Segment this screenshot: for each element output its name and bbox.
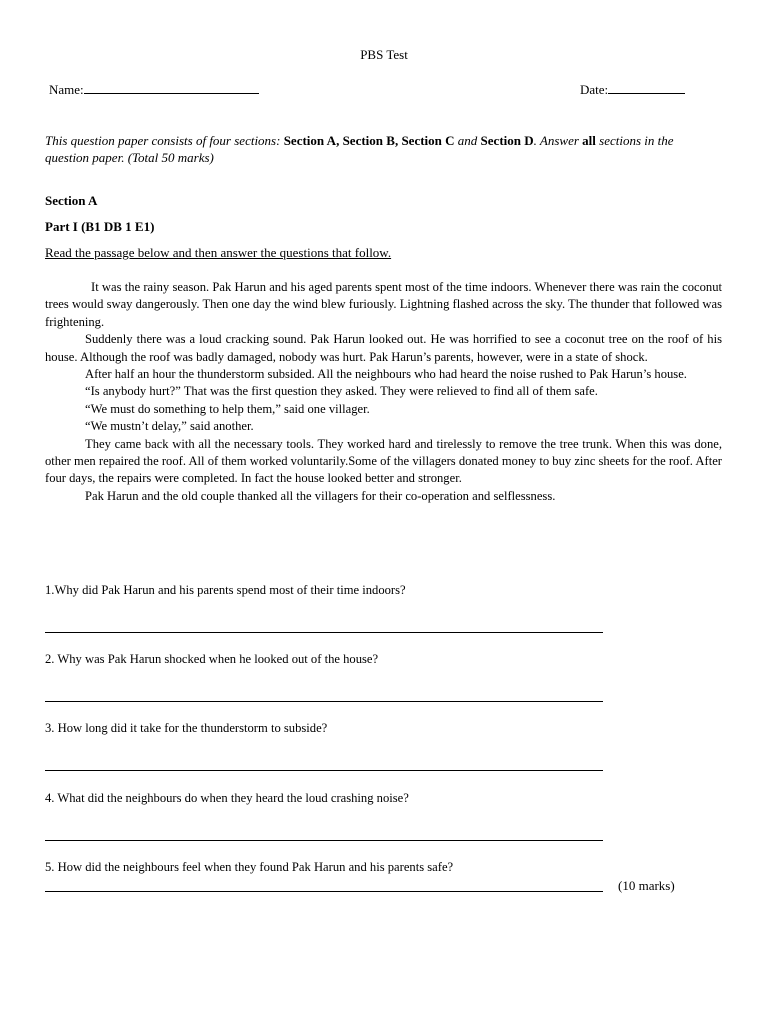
intro-text-end: sections in the question paper. (Total 50 marks) xyxy=(45,133,674,165)
page-title: PBS Test xyxy=(360,47,408,62)
passage-paragraph: “We mustn’t delay,” said another. xyxy=(85,419,254,434)
passage-paragraph: After half an hour the thunderstorm subsided. All the neighbours who had heard the noise rushed to Pak Harun’s house. xyxy=(85,367,687,382)
intro-section-d: Section D xyxy=(480,133,534,148)
question-3: 3. How long did it take for the thunderstorm to subside? xyxy=(45,721,328,735)
date-field[interactable] xyxy=(580,81,685,98)
name-field[interactable] xyxy=(49,81,259,98)
intro-all: all xyxy=(582,133,596,148)
question-5: 5. How did the neighbours feel when they found Pak Harun and his parents safe? xyxy=(45,860,454,874)
passage-paragraph: “We must do something to help them,” said one villager. xyxy=(85,401,370,416)
passage-paragraph: They came back with all the necessary tools. They worked hard and tirelessly to remove the tree trunk. When this was done, other men repaired the roof. All of them worked voluntarily.Some of the villagers donated money to buy zinc sheets for the roof. After four days, the repairs were completed. In fact the house looked better and stronger. xyxy=(45,436,722,486)
date-label: Date: xyxy=(580,82,609,97)
question-4: 4. What did the neighbours do when they heard the loud crashing noise? xyxy=(45,791,409,805)
intro-comma: , xyxy=(336,133,343,148)
answer-line-5[interactable] xyxy=(45,891,603,892)
intro-comma: , xyxy=(394,133,402,148)
name-date-row xyxy=(49,81,689,99)
intro-and: and xyxy=(454,133,481,148)
part-heading: Part I (B1 DB 1 E1) xyxy=(45,219,155,234)
answer-line-1[interactable] xyxy=(45,632,603,633)
passage-instruction: Read the passage below and then answer the questions that follow. xyxy=(45,245,392,260)
marks-label: (10 marks) xyxy=(618,878,675,893)
passage-paragraph: It was the rainy season. Pak Harun and his aged parents spent most of the time indoors. Whenever there was rain the coconut trees would sway dangerously. Then one day the wind blew furiously. Lightning flashed across the sky. The thunder that followed was frightening. xyxy=(45,280,722,329)
question-2: 2. Why was Pak Harun shocked when he looked out of the house? xyxy=(45,652,379,666)
passage-paragraph: Suddenly there was a loud cracking sound. Pak Harun looked out. He was horrified to see a coconut tree on the roof of his house. Although the roof was badly damaged, nobody was hurt. Pak Harun’s parents, however, were in a state of shock. xyxy=(45,332,722,364)
intro-answer: Answer xyxy=(539,133,583,148)
section-heading: Section A xyxy=(45,193,98,208)
passage-paragraph: Pak Harun and the old couple thanked all the villagers for their co-operation and selflessness. xyxy=(85,488,556,503)
instructions-paragraph xyxy=(45,132,695,166)
name-blank-line[interactable] xyxy=(84,81,259,94)
answer-line-3[interactable] xyxy=(45,770,603,771)
reading-passage xyxy=(45,279,722,505)
date-blank-line[interactable] xyxy=(608,81,685,94)
passage-paragraph: “Is anybody hurt?” That was the first question they asked. They were relieved to find all of them safe. xyxy=(85,384,598,399)
intro-section-b: Section B xyxy=(342,133,395,148)
intro-dot: . xyxy=(533,133,540,148)
answer-line-2[interactable] xyxy=(45,701,603,702)
intro-section-a: Section A xyxy=(283,133,337,148)
question-1: 1.Why did Pak Harun and his parents spend most of their time indoors? xyxy=(45,583,406,597)
name-label: Name: xyxy=(49,82,84,97)
answer-line-4[interactable] xyxy=(45,840,603,841)
intro-text: This question paper consists of four sections: xyxy=(45,133,284,148)
intro-section-c: Section C xyxy=(401,133,455,148)
